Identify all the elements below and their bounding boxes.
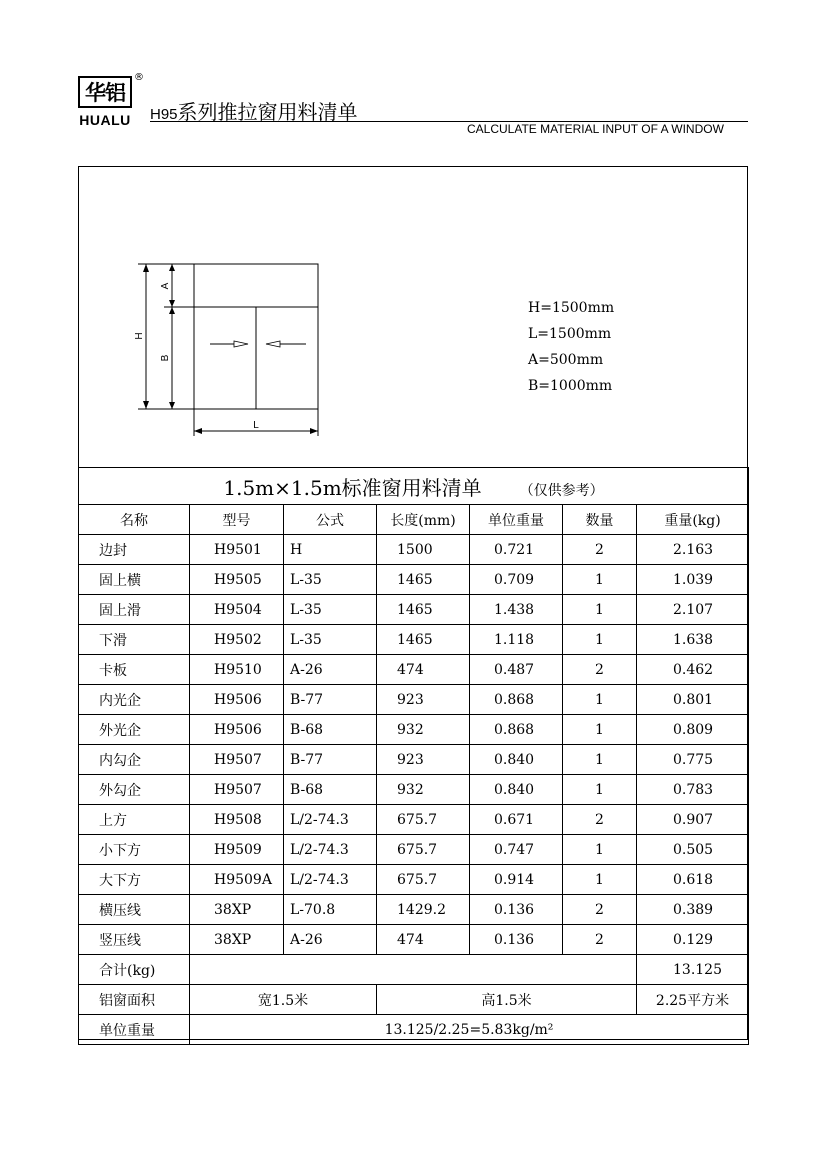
cell-unit-weight: 0.487 bbox=[470, 655, 563, 685]
col-header-weight: 重量(kg) bbox=[637, 505, 749, 535]
col-header-unit-weight: 单位重量 bbox=[470, 505, 563, 535]
area-width: 宽1.5米 bbox=[190, 985, 377, 1015]
cell-weight: 0.783 bbox=[637, 775, 749, 805]
cell-quantity: 1 bbox=[563, 625, 637, 655]
col-header-quantity: 数量 bbox=[563, 505, 637, 535]
cell-quantity: 1 bbox=[563, 685, 637, 715]
cell-unit-weight: 0.671 bbox=[470, 805, 563, 835]
cell-model: H9509A bbox=[190, 865, 284, 895]
cell-weight: 0.907 bbox=[637, 805, 749, 835]
cell-length: 474 bbox=[377, 925, 470, 955]
cell-length: 1429.2 bbox=[377, 895, 470, 925]
table-row bbox=[79, 835, 749, 865]
col-header-length: 长度(mm) bbox=[377, 505, 470, 535]
cell-length: 932 bbox=[377, 715, 470, 745]
cell-unit-weight: 0.709 bbox=[470, 565, 563, 595]
cell-weight: 0.389 bbox=[637, 895, 749, 925]
cell-weight: 0.462 bbox=[637, 655, 749, 685]
area-row bbox=[79, 985, 749, 1015]
total-label: 合计(kg) bbox=[79, 955, 190, 985]
cell-name: 大下方 bbox=[79, 865, 190, 895]
cell-weight: 0.129 bbox=[637, 925, 749, 955]
table-title-text: 1.5m×1.5m标准窗用料清单 bbox=[223, 475, 482, 500]
slide-left-arrow bbox=[266, 341, 280, 347]
cell-length: 474 bbox=[377, 655, 470, 685]
table-row bbox=[79, 595, 749, 625]
cell-model: H9506 bbox=[190, 685, 284, 715]
table-row bbox=[79, 895, 749, 925]
cell-formula: L-35 bbox=[284, 595, 377, 625]
cell-name: 外勾企 bbox=[79, 775, 190, 805]
table-row bbox=[79, 655, 749, 685]
cell-formula: H bbox=[284, 535, 377, 565]
area-value: 2.25平方米 bbox=[637, 985, 749, 1015]
cell-formula: L-70.8 bbox=[284, 895, 377, 925]
cell-weight: 0.775 bbox=[637, 745, 749, 775]
cell-unit-weight: 1.438 bbox=[470, 595, 563, 625]
area-height: 高1.5米 bbox=[377, 985, 637, 1015]
cell-length: 1465 bbox=[377, 565, 470, 595]
cell-length: 675.7 bbox=[377, 805, 470, 835]
cell-length: 932 bbox=[377, 775, 470, 805]
cell-length: 923 bbox=[377, 685, 470, 715]
cell-unit-weight: 0.721 bbox=[470, 535, 563, 565]
table-row bbox=[79, 925, 749, 955]
cell-model: H9501 bbox=[190, 535, 284, 565]
cell-name: 小下方 bbox=[79, 835, 190, 865]
table-header-row bbox=[79, 505, 749, 535]
cell-name: 固上滑 bbox=[79, 595, 190, 625]
unit-weight-value: 13.125/2.25=5.83kg/m² bbox=[190, 1015, 749, 1045]
cell-name: 边封 bbox=[79, 535, 190, 565]
cell-weight: 2.107 bbox=[637, 595, 749, 625]
table-row bbox=[79, 715, 749, 745]
cell-unit-weight: 0.136 bbox=[470, 895, 563, 925]
cell-unit-weight: 0.914 bbox=[470, 865, 563, 895]
cell-weight: 0.801 bbox=[637, 685, 749, 715]
cell-formula: L-35 bbox=[284, 625, 377, 655]
cell-quantity: 1 bbox=[563, 865, 637, 895]
cell-name: 外光企 bbox=[79, 715, 190, 745]
unit-weight-label: 单位重量 bbox=[79, 1015, 190, 1045]
cell-quantity: 1 bbox=[563, 715, 637, 745]
cell-name: 卡板 bbox=[79, 655, 190, 685]
cell-weight: 0.505 bbox=[637, 835, 749, 865]
cell-model: 38XP bbox=[190, 925, 284, 955]
cell-formula: A-26 bbox=[284, 655, 377, 685]
cell-name: 固上横 bbox=[79, 565, 190, 595]
cell-length: 923 bbox=[377, 745, 470, 775]
cell-quantity: 1 bbox=[563, 565, 637, 595]
cell-weight: 2.163 bbox=[637, 535, 749, 565]
total-spacer bbox=[190, 955, 637, 985]
cell-name: 竖压线 bbox=[79, 925, 190, 955]
logo-mark: 华铝 bbox=[78, 76, 132, 108]
cell-weight: 0.809 bbox=[637, 715, 749, 745]
cell-model: H9507 bbox=[190, 775, 284, 805]
cell-unit-weight: 0.840 bbox=[470, 745, 563, 775]
cell-quantity: 2 bbox=[563, 805, 637, 835]
col-header-model: 型号 bbox=[190, 505, 284, 535]
cell-name: 上方 bbox=[79, 805, 190, 835]
cell-formula: L/2-74.3 bbox=[284, 805, 377, 835]
spec-a: A=500mm bbox=[528, 352, 604, 368]
window-diagram bbox=[130, 258, 330, 438]
cell-formula: L/2-74.3 bbox=[284, 865, 377, 895]
label-b: B bbox=[160, 354, 171, 362]
table-row bbox=[79, 685, 749, 715]
cell-weight: 0.618 bbox=[637, 865, 749, 895]
cell-formula: B-68 bbox=[284, 715, 377, 745]
area-label: 铝窗面积 bbox=[79, 985, 190, 1015]
spec-l: L=1500mm bbox=[528, 326, 612, 342]
cell-name: 内勾企 bbox=[79, 745, 190, 775]
cell-model: H9508 bbox=[190, 805, 284, 835]
total-value: 13.125 bbox=[637, 955, 749, 985]
cell-model: H9509 bbox=[190, 835, 284, 865]
cell-model: H9502 bbox=[190, 625, 284, 655]
cell-weight: 1.638 bbox=[637, 625, 749, 655]
spec-h: H=1500mm bbox=[528, 300, 615, 316]
cell-quantity: 1 bbox=[563, 835, 637, 865]
title-model: H95 bbox=[150, 106, 178, 123]
cell-length: 675.7 bbox=[377, 835, 470, 865]
table-row bbox=[79, 625, 749, 655]
total-row bbox=[79, 955, 749, 985]
col-header-name: 名称 bbox=[79, 505, 190, 535]
cell-formula: B-68 bbox=[284, 775, 377, 805]
cell-formula: B-77 bbox=[284, 745, 377, 775]
cell-formula: L-35 bbox=[284, 565, 377, 595]
logo-text: HUALU bbox=[79, 112, 131, 128]
cell-unit-weight: 0.868 bbox=[470, 685, 563, 715]
cell-name: 横压线 bbox=[79, 895, 190, 925]
table-row bbox=[79, 745, 749, 775]
cell-quantity: 1 bbox=[563, 775, 637, 805]
cell-quantity: 1 bbox=[563, 595, 637, 625]
cell-unit-weight: 0.840 bbox=[470, 775, 563, 805]
cell-formula: B-77 bbox=[284, 685, 377, 715]
table-title bbox=[79, 468, 749, 505]
spec-b: B=1000mm bbox=[528, 378, 613, 394]
table-title-row bbox=[79, 468, 749, 505]
cell-weight: 1.039 bbox=[637, 565, 749, 595]
slide-right-arrow bbox=[234, 341, 248, 347]
cell-quantity: 2 bbox=[563, 925, 637, 955]
cell-model: H9504 bbox=[190, 595, 284, 625]
cell-formula: L/2-74.3 bbox=[284, 835, 377, 865]
material-table bbox=[78, 467, 749, 1045]
cell-model: H9505 bbox=[190, 565, 284, 595]
cell-quantity: 2 bbox=[563, 655, 637, 685]
cell-unit-weight: 0.747 bbox=[470, 835, 563, 865]
cell-name: 下滑 bbox=[79, 625, 190, 655]
table-row bbox=[79, 805, 749, 835]
cell-quantity: 1 bbox=[563, 745, 637, 775]
page-subtitle: CALCULATE MATERIAL INPUT OF A WINDOW bbox=[467, 122, 724, 136]
table-row bbox=[79, 565, 749, 595]
dimension-specs bbox=[528, 295, 614, 399]
col-header-formula: 公式 bbox=[284, 505, 377, 535]
title-text: 系列推拉窗用料清单 bbox=[177, 100, 358, 124]
cell-quantity: 2 bbox=[563, 895, 637, 925]
cell-unit-weight: 0.136 bbox=[470, 925, 563, 955]
hualu-logo bbox=[76, 74, 134, 128]
cell-model: H9510 bbox=[190, 655, 284, 685]
table-row bbox=[79, 535, 749, 565]
table-row bbox=[79, 775, 749, 805]
cell-length: 1500 bbox=[377, 535, 470, 565]
table-row bbox=[79, 865, 749, 895]
cell-unit-weight: 1.118 bbox=[470, 625, 563, 655]
cell-formula: A-26 bbox=[284, 925, 377, 955]
cell-unit-weight: 0.868 bbox=[470, 715, 563, 745]
registered-mark: ® bbox=[134, 72, 144, 83]
cell-model: H9507 bbox=[190, 745, 284, 775]
label-h: H bbox=[134, 332, 145, 340]
cell-length: 1465 bbox=[377, 595, 470, 625]
unit-weight-row bbox=[79, 1015, 749, 1045]
table-note: （仅供参考） bbox=[519, 482, 604, 499]
cell-model: H9506 bbox=[190, 715, 284, 745]
cell-model: 38XP bbox=[190, 895, 284, 925]
cell-quantity: 2 bbox=[563, 535, 637, 565]
label-l: L bbox=[253, 420, 259, 431]
label-a: A bbox=[160, 282, 171, 290]
cell-length: 675.7 bbox=[377, 865, 470, 895]
cell-length: 1465 bbox=[377, 625, 470, 655]
cell-name: 内光企 bbox=[79, 685, 190, 715]
